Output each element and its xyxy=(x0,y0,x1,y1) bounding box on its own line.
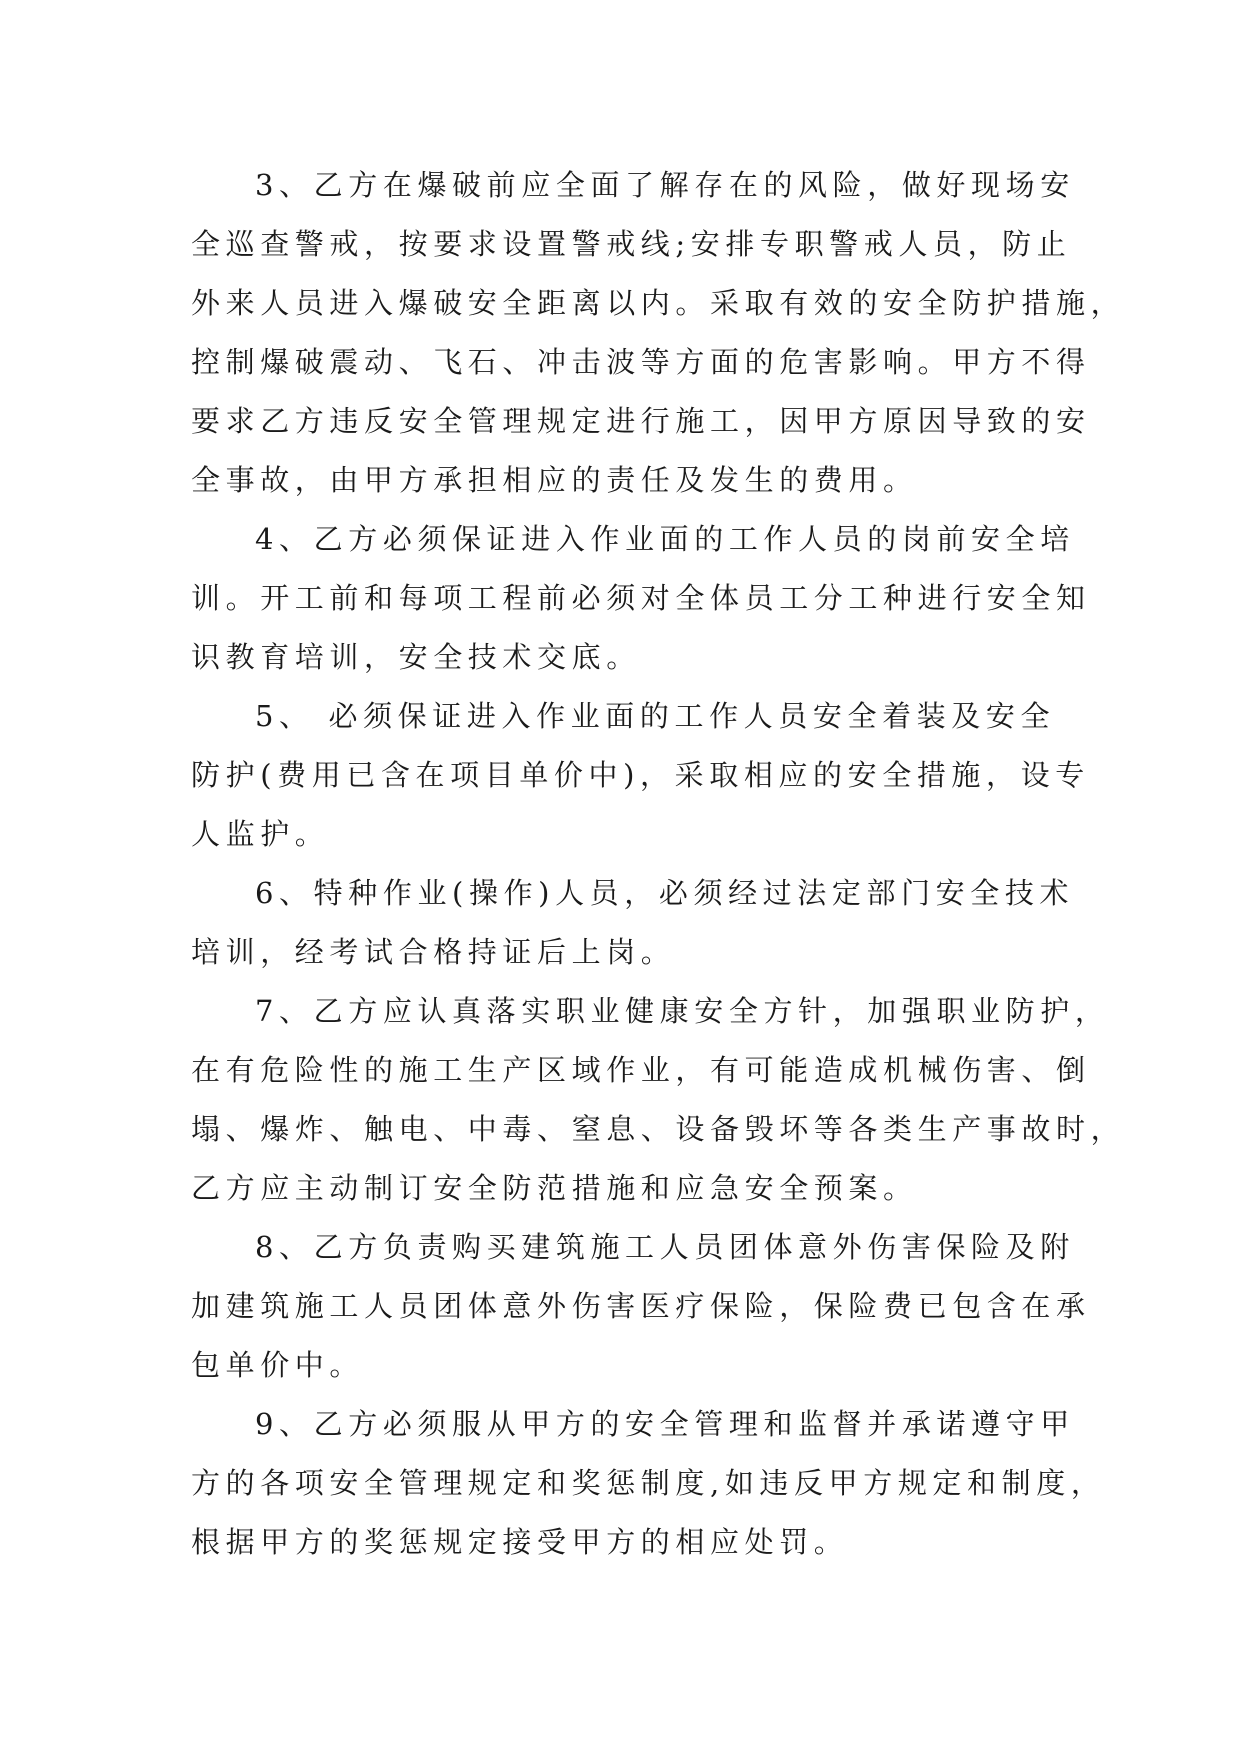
paragraph-4 xyxy=(191,510,1091,687)
paragraph-line: 在有危险性的施工生产区域作业，有可能造成机械伤害、倒 xyxy=(191,1053,1091,1087)
paragraph-line: 加建筑施工人员团体意外伤害医疗保险，保险费已包含在承 xyxy=(191,1289,1091,1323)
paragraph-line: 包单价中。 xyxy=(191,1348,365,1382)
paragraph-5 xyxy=(191,687,1091,864)
paragraph-8 xyxy=(191,1218,1091,1395)
paragraph-6 xyxy=(191,864,1091,982)
paragraph-9 xyxy=(191,1395,1106,1572)
paragraph-line: 识教育培训，安全技术交底。 xyxy=(191,640,641,674)
paragraph-3 xyxy=(191,156,1126,510)
paragraph-line: 4、乙方必须保证进入作业面的工作人员的岗前安全培 xyxy=(255,522,1075,556)
paragraph-line: 9、乙方必须服从甲方的安全管理和监督并承诺遵守甲 xyxy=(255,1407,1075,1441)
paragraph-7 xyxy=(191,982,1126,1218)
document-body xyxy=(191,156,1126,1572)
paragraph-line: 6、特种作业(操作)人员，必须经过法定部门安全技术 xyxy=(255,876,1075,910)
paragraph-line: 要求乙方违反安全管理规定进行施工，因甲方原因导致的安 xyxy=(191,404,1091,438)
paragraph-line: 全事故，由甲方承担相应的责任及发生的费用。 xyxy=(191,463,918,497)
paragraph-line: 方的各项安全管理规定和奖惩制度,如违反甲方规定和制度， xyxy=(191,1466,1106,1500)
paragraph-line: 防护(费用已含在项目单价中)，采取相应的安全措施，设专 xyxy=(191,758,1090,792)
paragraph-line: 控制爆破震动、飞石、冲击波等方面的危害影响。甲方不得 xyxy=(191,345,1091,379)
paragraph-line: 全巡查警戒，按要求设置警戒线;安排专职警戒人员，防止 xyxy=(191,227,1072,261)
paragraph-line: 外来人员进入爆破安全距离以内。采取有效的安全防护措施， xyxy=(191,286,1126,320)
paragraph-line: 3、乙方在爆破前应全面了解存在的风险，做好现场安 xyxy=(255,168,1075,202)
paragraph-line: 7、乙方应认真落实职业健康安全方针，加强职业防护， xyxy=(255,994,1110,1028)
paragraph-line: 8、乙方负责购买建筑施工人员团体意外伤害保险及附 xyxy=(255,1230,1075,1264)
paragraph-line: 塌、爆炸、触电、中毒、窒息、设备毁坏等各类生产事故时， xyxy=(191,1112,1126,1146)
paragraph-line: 人监护。 xyxy=(191,817,330,851)
paragraph-line: 乙方应主动制订安全防范措施和应急安全预案。 xyxy=(191,1171,918,1205)
paragraph-line: 根据甲方的奖惩规定接受甲方的相应处罚。 xyxy=(191,1525,849,1559)
paragraph-line: 训。开工前和每项工程前必须对全体员工分工种进行安全知 xyxy=(191,581,1091,615)
paragraph-line: 培训，经考试合格持证后上岗。 xyxy=(191,935,676,969)
paragraph-line: 5、 必须保证进入作业面的工作人员安全着装及安全 xyxy=(255,699,1056,733)
